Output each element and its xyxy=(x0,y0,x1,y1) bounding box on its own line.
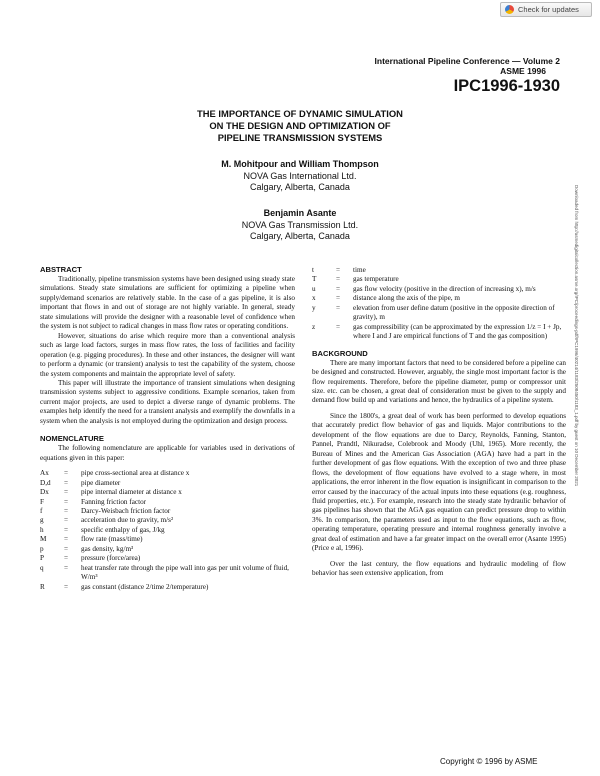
nomenclature-item: q = heat transfer rate through the pipe wall into gas per unit volume of fluid, W/m³ xyxy=(40,563,289,582)
abstract-paragraph: This paper will illustrate the importance of transient simulations when designing transmission systems subject to aggressive conditions. Example scenarios, taken from current major projects, are used to depict a diverse range of dynamic problems. The examples help identify the need for a transient analysis and exemplify the downfalls in a system when the analysis is not employed during the optimization and design process. xyxy=(40,378,295,425)
author-block xyxy=(0,159,600,194)
author-block xyxy=(0,208,600,243)
crossmark-icon xyxy=(505,5,514,14)
abstract-paragraph: Traditionally, pipeline transmission systems have been designed using steady state simulations. Steady state simulations are sufficient for optimizing a pipeline when supply/demand scenarios are relatively stable. In the case of a gas pipeline, it is also important that flows in and out of storage are not highly variable. In general, steady state simulations will provide the designer with a reasonable level of confidence when the system is not subject to radical changes in mass flow rates or operating conditions. xyxy=(40,275,295,331)
section-heading-abstract: ABSTRACT xyxy=(40,265,82,274)
author-location: Calgary, Alberta, Canada xyxy=(250,231,350,241)
check-for-updates-button[interactable] xyxy=(500,2,592,17)
nomenclature-item: g = acceleration due to gravity, m/s² xyxy=(40,516,174,525)
right-column xyxy=(312,266,566,579)
abstract-paragraph: However, situations do arise which require more than a conventional analysis such as large load factors, surges in mass flow rates, the loss of facilities and facility operation (e.g. pigging procedures). In these and other instances, the designer will want to perform a dynamic (or transient) analysis to test the capability of the system, choose the system components and maintain the appropriate level of safety. xyxy=(40,331,295,378)
conference-header xyxy=(375,56,560,96)
author-names: Benjamin Asante xyxy=(263,208,337,218)
nomenclature-item: F = Fanning friction factor xyxy=(40,497,147,506)
background-paragraph: Since the 1800's, a great deal of work has been performed to develop equations that accurately predict flow behavior of gas and liquids. Major contributions to the development of the flow equations are due to Darcy, Reynolds, Fanning, Stanton, Pannel, Prandtl, Nikuradse, Colebrook and Moody (Uhl, 1965). More recently, the Bureau of Mines and the American Gas Association (AGA) have had a part in the further development of gas flow equations. With the exception of two and three phase flows, the development of flow equations have evolved to a stage where, in most applications, the error inherent in the flow equation is insignificant in comparison to the error caused by the inaccuracy of the actual inputs into these equations (e.g. roughness, fluid properties, etc.). For example, research into the steady state hydraulic behavior of gas pipelines has shown that the AGA gas equation can predict pressure drop to within 3%. In comparison, the parameters used as input to the flow equations, such as flow, operating temperature, operating pressure and internal roughness generally involve a great deal of estimation and have a far greater impact on the overall error (Asante 1995)(Price e al, 1996). xyxy=(312,411,566,553)
conference-name: International Pipeline Conference — Volume 2 xyxy=(374,56,560,66)
nomenclature-item: R = gas constant (distance 2/time 2/temperature) xyxy=(40,582,209,591)
title-line: ON THE DESIGN AND OPTIMIZATION OF xyxy=(209,120,391,131)
nomenclature-intro: The following nomenclature are applicable for variables used in derivations of equations given in this paper: xyxy=(40,444,295,462)
nomenclature-item: D,d = pipe diameter xyxy=(40,478,121,487)
section-heading-nomenclature: NOMENCLATURE xyxy=(40,434,104,444)
nomenclature-item: y = elevation from user define datum (positive in the opposite direction of gravity), m xyxy=(312,303,555,322)
download-notice-text: Downloaded from http://asmedigitalcollection.asme.org/IPC/proceedings-pdf/IPC1996/40214/1183/2508450/1183_1.pdf by guest on 10 December 2021 xyxy=(574,185,579,487)
nomenclature-item: f = Darcy-Weisbach friction factor xyxy=(40,506,171,515)
copyright-notice: Copyright © 1996 by ASME xyxy=(440,757,538,766)
publisher-year: ASME 1996 xyxy=(500,66,546,76)
nomenclature-item: t = time xyxy=(312,266,366,274)
author-organization: NOVA Gas Transmission Ltd. xyxy=(241,219,359,230)
left-column xyxy=(40,265,295,592)
paper-id: IPC1996-1930 xyxy=(453,77,560,95)
author-organization: NOVA Gas International Ltd. xyxy=(243,170,357,181)
nomenclature-item: z = gas compressibility (can be approximated by the expression 1/z = I + Jp, where I and J are empirical functions of T and the gas composition) xyxy=(312,322,562,341)
paper-title xyxy=(0,108,600,144)
title-line: THE IMPORTANCE OF DYNAMIC SIMULATION xyxy=(197,108,403,119)
nomenclature-item: h = specific enthalpy of gas, J/kg xyxy=(40,525,165,534)
nomenclature-item: Dx = pipe internal diameter at distance x xyxy=(40,488,182,497)
nomenclature-item: P = pressure (force/area) xyxy=(40,554,141,563)
nomenclature-item: x = distance along the axis of the pipe, m xyxy=(312,294,460,303)
nomenclature-item: M = flow rate (mass/time) xyxy=(40,535,143,544)
section-heading-background: BACKGROUND xyxy=(312,348,368,358)
title-line: PIPELINE TRANSMISSION SYSTEMS xyxy=(217,132,383,143)
author-names: M. Mohitpour and William Thompson xyxy=(221,159,379,169)
nomenclature-item: T = gas temperature xyxy=(312,275,399,284)
background-paragraph: There are many important factors that need to be considered before a pipeline can be designed and constructed. However, arguably, the single most important factor is the flow requirements. Therefore, before the pipeline diameter, pump or compressor unit size. etc. can be chosen, a great deal of consideration must be given to the supply and demand flow build up and variations and hence, the hydraulics of a pipeline system. xyxy=(312,358,566,405)
check-for-updates-label: Check for updates xyxy=(518,5,579,14)
nomenclature-item: Ax = pipe cross-sectional area at distance x xyxy=(40,469,190,478)
nomenclature-item: p = gas density, kg/m³ xyxy=(40,544,134,553)
background-paragraph: Over the last century, the flow equations and hydraulic modeling of flow behavior has seen extensive application, from xyxy=(312,559,566,578)
nomenclature-item: u = gas flow velocity (positive in the direction of increasing x), m/s xyxy=(312,284,536,293)
author-location: Calgary, Alberta, Canada xyxy=(250,182,350,192)
download-notice xyxy=(572,185,581,565)
